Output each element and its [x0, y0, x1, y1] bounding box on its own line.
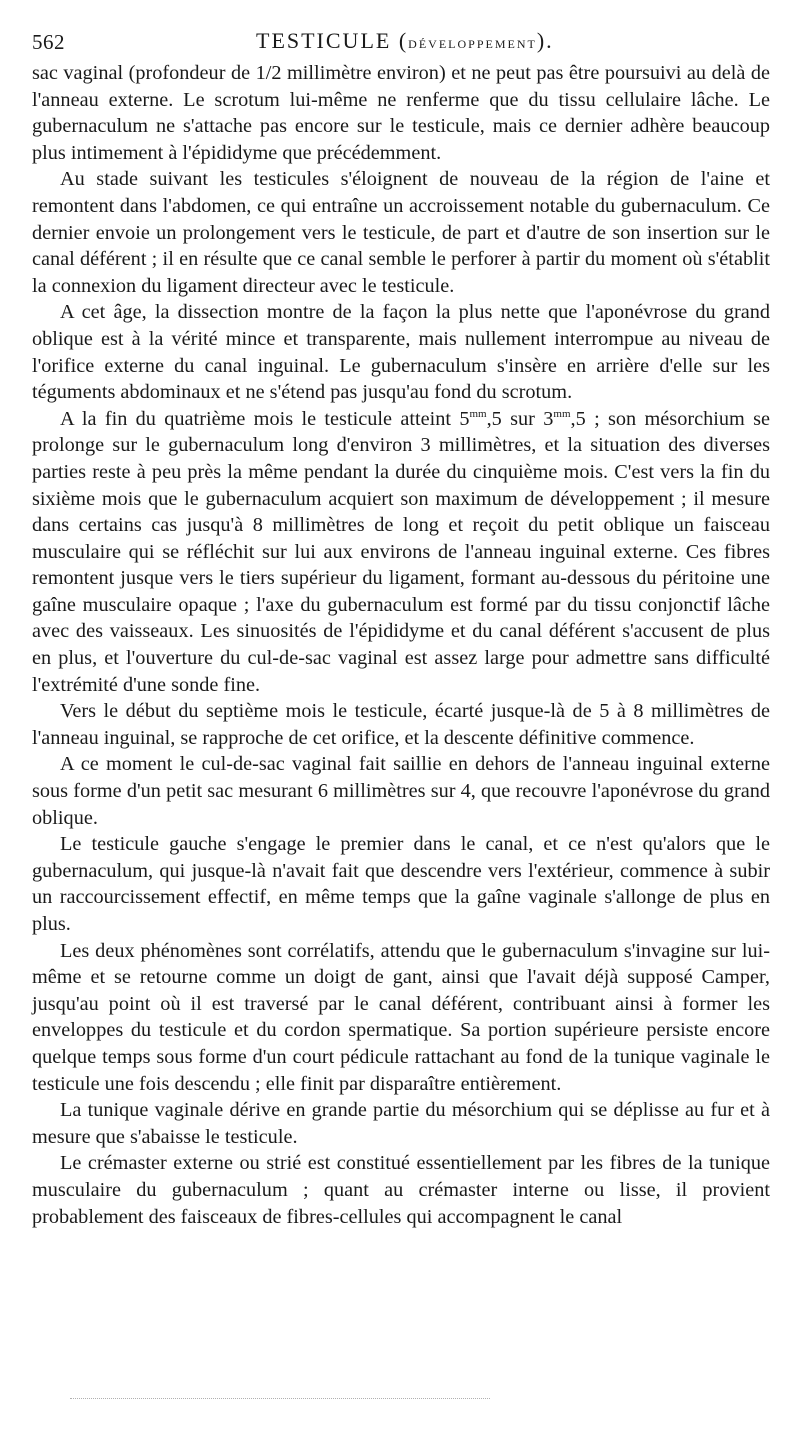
unit-superscript: mm: [553, 407, 571, 420]
paragraph-3: A cet âge, la dissection montre de la façon la plus nette que l'aponévrose du grand oblique est à la vérité mince et transparente, mais nullement interrompue au niveau de l'orifice externe du canal inguinal. Le gubernaculum s'insère en arrière d'elle sur les téguments abdominaux et ne s'étend pas jusqu'au fond du scrotum.: [32, 301, 770, 404]
paragraph-1: sac vaginal (profondeur de 1/2 millimètre environ) et ne peut pas être poursuivi au delà de l'anneau externe. Le scrotum lui-même ne renferme que du tissu cellulaire lâche. Le gubernaculum ne s'attache pas encore sur le testicule, mais ce dernier adhère beaucoup plus intimement à l'épididyme que précédemment.: [32, 62, 770, 164]
running-title: [256, 28, 554, 54]
paragraph-4: [32, 406, 770, 699]
page-header: [32, 22, 770, 56]
body-text: [32, 60, 770, 1230]
paragraph-5: Vers le début du septième mois le testicule, écarté jusque-là de 5 à 8 millimètres de l'anneau inguinal, se rapproche de cet orifice, et la descente définitive commence.: [32, 700, 770, 749]
paragraph-10: Le crémaster externe ou strié est constitué essentiellement par les fibres de la tunique musculaire du gubernaculum ; quant au crémaster interne ou lisse, il provient probablement des faisceaux de fibres-cellules qui accompagnent le canal: [32, 1152, 770, 1228]
paragraph-9: La tunique vaginale dérive en grande partie du mésorchium qui se déplisse au fur et à mesure que s'abaisse le testicule.: [32, 1099, 770, 1148]
document-page: [32, 22, 770, 1230]
bleed-through-line: [70, 1398, 490, 1401]
page-number: 562: [32, 30, 65, 54]
running-title-main: TESTICULE: [256, 28, 392, 53]
paragraph-4-part-a: A la fin du quatrième mois le testicule atteint 5: [60, 407, 470, 430]
running-title-close: ).: [536, 28, 554, 53]
unit-superscript: mm: [469, 407, 487, 420]
paragraph-4-part-b: ,5 sur 3: [486, 407, 554, 430]
paragraph-6: A ce moment le cul-de-sac vaginal fait saillie en dehors de l'anneau inguinal externe sous forme d'un petit sac mesurant 6 millimètres sur 4, que recouvre l'aponévrose du grand oblique.: [32, 753, 770, 829]
running-title-open: (: [398, 28, 409, 53]
running-title-sub: DÉVELOPPEMENT: [408, 37, 537, 51]
paragraph-4-part-c: ,5 ; son mésorchium se prolonge sur le gubernaculum long d'environ 3 millimètres, et la situation des diverses parties reste à peu près la même pendant la durée du cinquième mois. C'est vers la fin du sixième mois que le gubernaculum acquiert son maximum de développement ; il mesure dans certains cas jusqu'à 8 millimètres de long et reçoit du petit oblique un faisceau musculaire qui se réfléchit sur lui aux environs de l'anneau inguinal externe. Ces fibres remontent jusque vers le tiers supérieur du ligament, formant au-dessous du péritoine une gaîne musculaire opaque ; l'axe du gubernaculum est formé par du tissu conjonctif lâche avec des vaisseaux. Les sinuosités de l'épididyme et du canal déférent s'accusent de plus en plus, et l'ouverture du cul-de-sac vaginal est assez large pour admettre sans difficulté l'extrémité d'une sonde fine.: [32, 407, 771, 696]
paragraph-8: Les deux phénomènes sont corrélatifs, attendu que le gubernaculum s'invagine sur lui-même et se retourne comme un doigt de gant, ainsi que l'avait déjà supposé Camper, jusqu'au point où il est traversé par le canal déférent, contribuant ainsi à former les enveloppes du testicule et du cordon spermatique. Sa portion supérieure persiste encore quelque temps sous forme d'un court pédicule rattachant au fond de la tunique vaginale le testicule une fois descendu ; elle finit par disparaître entièrement.: [32, 939, 770, 1095]
paragraph-7: Le testicule gauche s'engage le premier dans le canal, et ce n'est qu'alors que le gubernaculum, qui jusque-là n'avait fait que descendre vers l'extérieur, commence à subir un raccourcissement effectif, en même temps que la gaîne vaginale s'allonge de plus en plus.: [32, 833, 770, 935]
paragraph-2: Au stade suivant les testicules s'éloignent de nouveau de la région de l'aine et remontent dans l'abdomen, ce qui entraîne un accroissement notable du gubernaculum. Ce dernier envoie un prolongement vers le testicule, de part et d'autre de son insertion sur le canal déférent ; il en résulte que ce canal semble le perforer à partir du moment où s'établit la connexion du ligament directeur avec le testicule.: [32, 168, 770, 297]
